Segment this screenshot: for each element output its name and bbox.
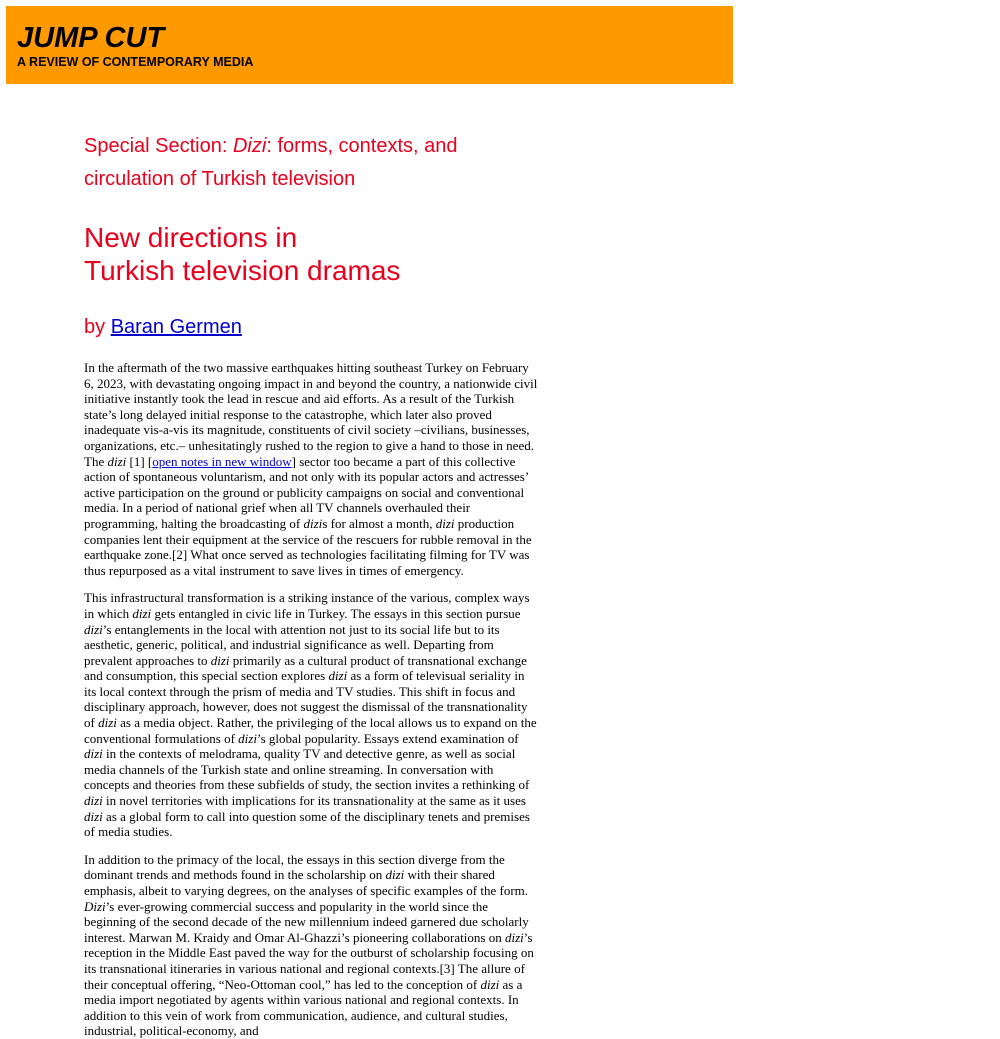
author-link[interactable]: Baran Germen (110, 316, 242, 338)
article-title-line1: New directions in (84, 222, 298, 253)
article-title (84, 221, 540, 287)
site-title[interactable]: JUMP CUT (17, 22, 165, 54)
site-banner (6, 6, 733, 84)
section-heading-prefix: Special Section: (84, 135, 233, 157)
paragraph-3: In addition to the primacy of the local, the essays in this section diverge from the dominant trends and methods found in the scholarship on dizi with their shared emphasis, albeit to varying degrees, on the analyses of specific examples of the form. Dizi’s ever-growing commercial success and popularity in the world since the beginning of the second decade of the new millennium indeed garnered due scholarly interest. Marwan M. Kraidy and Omar Al-Ghazzi’s pioneering collaborations on dizi’s reception in the Middle East paved the way for the outburst of scholarship focusing on its transnational itineraries in various national and regional contexts.[3] The allure of their conceptual offering, “Neo-Ottoman cool,” has led to the conception of dizi as a media import negotiated by agents within various national and regional contexts. In addition to this vein of work from communication, audience, and cultural studies, industrial, political-economy, and (84, 851, 534, 1039)
byline-prefix: by (84, 316, 111, 338)
paragraph-2: This infrastructural transformation is a striking instance of the various, complex ways in which dizi gets entangled in civic life in Turkey. The essays in this section pursue dizi’s entanglements in the local with attention not just to its social life but to its aesthetic, generic, political, and industrial significance as well. Departing from prevalent approaches to dizi primarily as a cultural product of transnational exchange and consumption, this special section explores dizi as a form of televisual seriality in its local context through the prism of media and TV studies. This shift in focus and disciplinary approach, however, does not suggest the dismissal of the transnationality of dizi as a media object. Rather, the privileging of the local allows us to expand on the conventional formulations of dizi’s global popularity. Essays extend examination of dizi in the contexts of melodrama, quality TV and detective genre, as well as social media channels of the Turkish state and online streaming. In conversation with concepts and theories from these subfields of study, the section invites a rethinking of dizi in novel territories with implications for its transnationality at the same as it uses dizi as a global form to call into question some of the disciplinary tenets and premises of media studies. (84, 590, 537, 840)
article-content (84, 130, 540, 1039)
section-heading-line2: circulation of Turkish television (84, 168, 356, 190)
section-heading (84, 130, 540, 196)
open-notes-link[interactable]: open notes in new window (152, 453, 292, 469)
site-subtitle: A REVIEW OF CONTEMPORARY MEDIA (17, 55, 254, 69)
section-heading-dizi: Dizi (232, 135, 267, 157)
paragraph-1: In the aftermath of the two massive earthquakes hitting southeast Turkey on February 6, 2023, with devastating ongoing impact in and beyond the country, a nationwide civil initiative instantly took the lead in rescue and aid efforts. As a result of the Turkish state’s long delayed initial response to the catastrophe, which later also proved inadequate vis-a-vis its magnitude, constituents of civil society –civilians, businesses, organizations, etc.– unhesitatingly rushed to the region to give a hand to those in need. The dizi [1] [open notes in new window] sector too became a part of this collective action of spontaneous voluntarism, and not only with its popular actors and actresses’ active participation on the ground or publicity campaigns on social and conventional media. In a period of national grief when all TV channels overhauled their programming, halting the broadcasting of dizis for almost a month, dizi production companies lent their equipment at the service of the rescuers for rubble removal in the earthquake zone.[2] What once served as technologies facilitating filming for TV was thus repurposed as a vital instrument to save lives in times of emergency. (84, 360, 538, 578)
byline (84, 314, 540, 340)
section-heading-rest: : forms, contexts, and (266, 135, 458, 157)
article-title-line2: Turkish television dramas (84, 255, 401, 286)
